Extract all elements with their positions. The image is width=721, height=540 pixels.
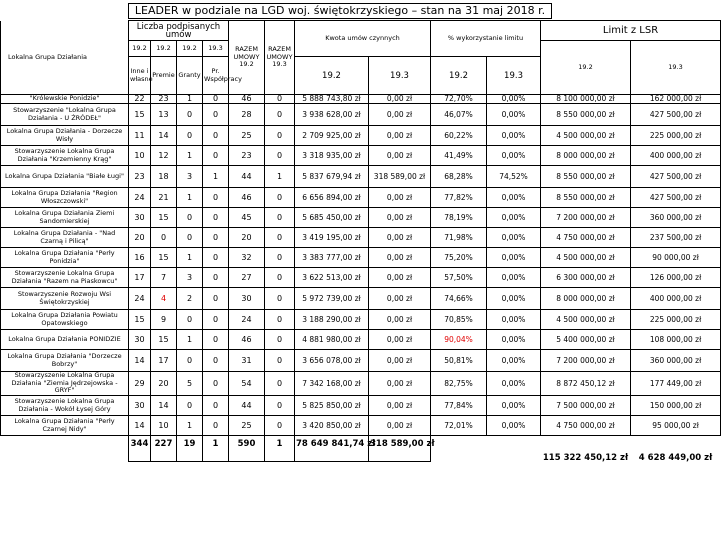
header-kwota-code: 19.2 (295, 57, 369, 95)
cell-p2: 0,00% (487, 126, 541, 146)
cell-r2: 0 (265, 372, 295, 396)
cell-c3: 0 (177, 104, 203, 126)
cell-r2: 0 (265, 310, 295, 330)
cell-k2: 0,00 zł (369, 396, 431, 416)
lgd-name-cell: Stowarzyszenie Lokalna Grupa Działania "Krzemienny Krąg" (1, 146, 129, 166)
cell-p2: 0,00% (487, 104, 541, 126)
table-row (1, 372, 721, 396)
totals-p-blank1 (431, 436, 487, 462)
cell-r2: 0 (265, 268, 295, 288)
cell-p2: 0,00% (487, 330, 541, 350)
cell-k2: 0,00 zł (369, 416, 431, 436)
cell-p1: 71,98% (431, 228, 487, 248)
cell-r2: 0 (265, 396, 295, 416)
cell-c3: 0 (177, 228, 203, 248)
lgd-name-cell: Lokalna Grupa Działania Powiatu Opatowskiego (1, 310, 129, 330)
cell-l2: 237 500,00 zł (631, 228, 721, 248)
cell-p1: 57,50% (431, 268, 487, 288)
cell-c4: 0 (203, 208, 229, 228)
cell-p1: 82,75% (431, 372, 487, 396)
cell-r2: 0 (265, 208, 295, 228)
lgd-name-cell: Lokalna Grupa Działania - Dorzecze Wisły (1, 126, 129, 146)
cell-k1: 3 420 850,00 zł (295, 416, 369, 436)
cell-l1: 4 500 000,00 zł (541, 126, 631, 146)
cell-c4: 0 (203, 268, 229, 288)
cell-l2: 400 000,00 zł (631, 288, 721, 310)
header-sub-label: Premie (151, 57, 177, 95)
table-row (1, 188, 721, 208)
cell-r1: 45 (229, 208, 265, 228)
cell-k2: 0,00 zł (369, 104, 431, 126)
table-row (1, 228, 721, 248)
lgd-name-cell: Lokalna Grupa Działania "Białe Ługi" (1, 166, 129, 188)
lgd-table (0, 20, 721, 462)
total-c1: 344 (129, 436, 151, 462)
total-l2: 4 628 449,00 zł (638, 452, 713, 463)
cell-k1: 3 656 078,00 zł (295, 350, 369, 372)
cell-c3: 1 (177, 188, 203, 208)
cell-p2: 0,00% (487, 268, 541, 288)
cell-c2: 7 (151, 268, 177, 288)
cell-k1: 6 656 894,00 zł (295, 188, 369, 208)
cell-k1: 3 419 195,00 zł (295, 228, 369, 248)
cell-c3: 1 (177, 330, 203, 350)
cell-c3: 0 (177, 350, 203, 372)
lgd-name-cell: Lokalna Grupa Działania "Perły Ponidzia" (1, 248, 129, 268)
table-row (1, 350, 721, 372)
cell-r2: 0 (265, 330, 295, 350)
cell-c2: 15 (151, 248, 177, 268)
cell-c3: 1 (177, 248, 203, 268)
cell-k1: 3 318 935,00 zł (295, 146, 369, 166)
cell-l1: 4 750 000,00 zł (541, 416, 631, 436)
cell-l2: 427 500,00 zł (631, 104, 721, 126)
cell-k2: 318 589,00 zł (369, 166, 431, 188)
total-c2: 227 (151, 436, 177, 462)
header-signed: Liczba podpisanych umów (129, 21, 229, 41)
cell-p1: 90,04% (431, 330, 487, 350)
cell-k1: 4 881 980,00 zł (295, 330, 369, 350)
cell-c1: 11 (129, 126, 151, 146)
table-body (1, 21, 721, 462)
cell-l2: 90 000,00 zł (631, 248, 721, 268)
cell-c2: 17 (151, 350, 177, 372)
cell-p2: 0,00% (487, 248, 541, 268)
cell-c4: 0 (203, 95, 229, 104)
cell-c2: 14 (151, 126, 177, 146)
header-razem-193: RAZEM UMOWY 19.3 (265, 21, 295, 95)
cell-r1: 25 (229, 416, 265, 436)
header-limit: Limit z LSR (541, 21, 721, 41)
cell-r2: 0 (265, 288, 295, 310)
totals-p-blank2 (487, 436, 541, 462)
cell-c1: 10 (129, 146, 151, 166)
totals-row (1, 436, 721, 462)
lgd-name-cell: Lokalna Grupa Działania - "Nad Czarną i Pilicą" (1, 228, 129, 248)
cell-p2: 0,00% (487, 416, 541, 436)
cell-p1: 60,22% (431, 126, 487, 146)
cell-r2: 0 (265, 350, 295, 372)
header-sub-label: Pr. Współpracy (203, 57, 229, 95)
cell-l1: 8 000 000,00 zł (541, 146, 631, 166)
cell-c2: 23 (151, 95, 177, 104)
header-name-label: Lokalna Grupa Działania (8, 53, 88, 62)
header-sub-code: 19.2 (129, 41, 151, 57)
total-c4: 1 (203, 436, 229, 462)
cell-c1: 23 (129, 166, 151, 188)
lgd-name-cell: Stowarzyszenie Lokalna Grupa Działania "Razem na Piaskowcu" (1, 268, 129, 288)
cell-p1: 70,85% (431, 310, 487, 330)
cell-r2: 0 (265, 188, 295, 208)
cell-c3: 1 (177, 416, 203, 436)
cell-p1: 50,81% (431, 350, 487, 372)
cell-p2: 0,00% (487, 188, 541, 208)
table-row (1, 95, 721, 104)
cell-c4: 1 (203, 166, 229, 188)
table-row (1, 248, 721, 268)
cell-l2: 177 449,00 zł (631, 372, 721, 396)
cell-l2: 225 000,00 zł (631, 126, 721, 146)
cell-c4: 0 (203, 330, 229, 350)
cell-c3: 3 (177, 166, 203, 188)
cell-k2: 0,00 zł (369, 126, 431, 146)
cell-r1: 46 (229, 95, 265, 104)
table-row (1, 268, 721, 288)
cell-k1: 2 709 925,00 zł (295, 126, 369, 146)
header-name (1, 21, 129, 95)
cell-p2: 0,00% (487, 288, 541, 310)
table-row (1, 126, 721, 146)
lgd-name-cell: Lokalna Grupa Działania "Dorzecze Bobrzy" (1, 350, 129, 372)
cell-l2: 225 000,00 zł (631, 310, 721, 330)
header-pct-code: 19.2 (431, 57, 487, 95)
lgd-name-cell: Stowarzyszenie Rozwoju Wsi Świętokrzyskiej (1, 288, 129, 310)
cell-r2: 0 (265, 126, 295, 146)
cell-l2: 126 000,00 zł (631, 268, 721, 288)
cell-c2: 15 (151, 330, 177, 350)
cell-c1: 14 (129, 416, 151, 436)
lgd-name-cell: Stowarzyszenie "Lokalna Grupa Działania - U ŹRÓDEŁ" (1, 104, 129, 126)
cell-p1: 74,66% (431, 288, 487, 310)
cell-p2: 0,00% (487, 228, 541, 248)
cell-c1: 29 (129, 372, 151, 396)
cell-k2: 0,00 zł (369, 372, 431, 396)
cell-r1: 44 (229, 396, 265, 416)
cell-p2: 0,00% (487, 310, 541, 330)
cell-k1: 5 825 850,00 zł (295, 396, 369, 416)
header-kwota: Kwota umów czynnych (295, 21, 431, 57)
cell-c2: 15 (151, 208, 177, 228)
cell-c1: 24 (129, 288, 151, 310)
cell-c4: 0 (203, 310, 229, 330)
cell-c4: 0 (203, 350, 229, 372)
cell-l1: 8 000 000,00 zł (541, 288, 631, 310)
cell-l1: 8 872 450,12 zł (541, 372, 631, 396)
cell-k1: 3 622 513,00 zł (295, 268, 369, 288)
cell-l1: 5 400 000,00 zł (541, 330, 631, 350)
cell-c1: 30 (129, 330, 151, 350)
cell-c3: 1 (177, 95, 203, 104)
cell-c2: 20 (151, 372, 177, 396)
page-title: LEADER w podziale na LGD woj. świętokrzyskiego – stan na 31 maj 2018 r. (128, 3, 552, 19)
cell-l2: 360 000,00 zł (631, 350, 721, 372)
cell-c1: 15 (129, 310, 151, 330)
lgd-name-cell: Stowarzyszenie Lokalna Grupa Działania "Ziemia Jędrzejowska - GRYF" (1, 372, 129, 396)
cell-p1: 68,28% (431, 166, 487, 188)
cell-c1: 30 (129, 208, 151, 228)
cell-l1: 6 300 000,00 zł (541, 268, 631, 288)
cell-p2: 0,00% (487, 208, 541, 228)
cell-c2: 14 (151, 396, 177, 416)
cell-k2: 0,00 zł (369, 268, 431, 288)
cell-k1: 3 938 628,00 zł (295, 104, 369, 126)
cell-r2: 0 (265, 416, 295, 436)
cell-p1: 72,01% (431, 416, 487, 436)
cell-l2: 108 000,00 zł (631, 330, 721, 350)
cell-p2: 0,00% (487, 146, 541, 166)
cell-l1: 8 100 000,00 zł (541, 95, 631, 104)
cell-r2: 0 (265, 248, 295, 268)
cell-p2: 0,00% (487, 372, 541, 396)
cell-l1: 4 750 000,00 zł (541, 228, 631, 248)
cell-c2: 9 (151, 310, 177, 330)
lgd-name-cell: Lokalna Grupa Działania Ziemi Sandomierskiej (1, 208, 129, 228)
cell-c4: 0 (203, 188, 229, 208)
cell-c1: 17 (129, 268, 151, 288)
cell-c3: 0 (177, 310, 203, 330)
cell-k2: 0,00 zł (369, 208, 431, 228)
cell-c1: 30 (129, 396, 151, 416)
cell-r1: 46 (229, 188, 265, 208)
cell-r1: 24 (229, 310, 265, 330)
header-limit-code: 19.2 (541, 41, 631, 95)
table-row (1, 416, 721, 436)
cell-r2: 0 (265, 95, 295, 104)
cell-k1: 5 972 739,00 zł (295, 288, 369, 310)
cell-c3: 0 (177, 208, 203, 228)
table-row (1, 166, 721, 188)
cell-c2: 10 (151, 416, 177, 436)
total-l1: 115 322 450,12 zł (542, 452, 629, 463)
cell-c2: 0 (151, 228, 177, 248)
cell-l1: 4 500 000,00 zł (541, 310, 631, 330)
lgd-name-cell: Stowarzyszenie Lokalna Grupa Działania - Wokół Łysej Góry (1, 396, 129, 416)
cell-k2: 0,00 zł (369, 146, 431, 166)
cell-c4: 0 (203, 228, 229, 248)
header-limit-code: 19.3 (631, 41, 721, 95)
cell-l2: 360 000,00 zł (631, 208, 721, 228)
header-sub-code: 19.2 (151, 41, 177, 57)
cell-k1: 5 888 743,80 zł (295, 95, 369, 104)
cell-c3: 0 (177, 396, 203, 416)
cell-c4: 0 (203, 146, 229, 166)
cell-k1: 3 383 777,00 zł (295, 248, 369, 268)
cell-c4: 0 (203, 126, 229, 146)
cell-k1: 5 837 679,94 zł (295, 166, 369, 188)
cell-p1: 77,82% (431, 188, 487, 208)
cell-r1: 54 (229, 372, 265, 396)
cell-c3: 3 (177, 268, 203, 288)
cell-c2: 13 (151, 104, 177, 126)
cell-l2: 95 000,00 zł (631, 416, 721, 436)
cell-c1: 20 (129, 228, 151, 248)
cell-l2: 400 000,00 zł (631, 146, 721, 166)
cell-l2: 427 500,00 zł (631, 166, 721, 188)
cell-r1: 31 (229, 350, 265, 372)
header-sub-code: 19.3 (203, 41, 229, 57)
cell-c2: 4 (151, 288, 177, 310)
cell-c3: 2 (177, 288, 203, 310)
header-pct: % wykorzystanie limitu (431, 21, 541, 57)
header-razem-192: RAZEM UMOWY 19.2 (229, 21, 265, 95)
cell-r2: 1 (265, 166, 295, 188)
table-row (1, 310, 721, 330)
cell-p1: 75,20% (431, 248, 487, 268)
cell-l1: 4 500 000,00 zł (541, 248, 631, 268)
cell-p1: 78,19% (431, 208, 487, 228)
cell-r1: 25 (229, 126, 265, 146)
header-kwota-code: 19.3 (369, 57, 431, 95)
cell-k1: 3 188 290,00 zł (295, 310, 369, 330)
cell-c4: 0 (203, 372, 229, 396)
cell-r1: 46 (229, 330, 265, 350)
cell-p2: 0,00% (487, 350, 541, 372)
cell-c4: 0 (203, 248, 229, 268)
cell-c4: 0 (203, 416, 229, 436)
table-row (1, 104, 721, 126)
cell-c1: 16 (129, 248, 151, 268)
header-sub-label: Inne i własne (129, 57, 151, 95)
total-k1: 78 649 841,74 zł (295, 436, 369, 462)
cell-c2: 21 (151, 188, 177, 208)
cell-l2: 162 000,00 zł (631, 95, 721, 104)
cell-l2: 427 500,00 zł (631, 188, 721, 208)
lgd-name-cell: "Królewskie Ponidzie" (1, 95, 129, 104)
cell-r1: 28 (229, 104, 265, 126)
cell-p2: 74,52% (487, 166, 541, 188)
table-row (1, 396, 721, 416)
cell-l1: 7 200 000,00 zł (541, 208, 631, 228)
total-c3: 19 (177, 436, 203, 462)
cell-c3: 1 (177, 146, 203, 166)
cell-k2: 0,00 zł (369, 188, 431, 208)
cell-c1: 22 (129, 95, 151, 104)
cell-r1: 27 (229, 268, 265, 288)
cell-c3: 0 (177, 126, 203, 146)
table-row (1, 330, 721, 350)
table-row (1, 288, 721, 310)
cell-k2: 0,00 zł (369, 95, 431, 104)
cell-l1: 7 200 000,00 zł (541, 350, 631, 372)
cell-c2: 18 (151, 166, 177, 188)
cell-k2: 0,00 zł (369, 350, 431, 372)
lgd-name-cell: Lokalna Grupa Działania PONIDZIE (1, 330, 129, 350)
cell-p2: 0,00% (487, 95, 541, 104)
cell-p1: 41,49% (431, 146, 487, 166)
cell-c1: 14 (129, 350, 151, 372)
cell-l1: 8 550 000,00 zł (541, 188, 631, 208)
cell-c2: 12 (151, 146, 177, 166)
cell-r2: 0 (265, 146, 295, 166)
total-r2: 1 (265, 436, 295, 462)
table-row (1, 208, 721, 228)
cell-k2: 0,00 zł (369, 288, 431, 310)
cell-k2: 0,00 zł (369, 228, 431, 248)
cell-c3: 5 (177, 372, 203, 396)
cell-p1: 77,84% (431, 396, 487, 416)
cell-r1: 32 (229, 248, 265, 268)
cell-c1: 24 (129, 188, 151, 208)
cell-l2: 150 000,00 zł (631, 396, 721, 416)
cell-p1: 72,70% (431, 95, 487, 104)
cell-r1: 44 (229, 166, 265, 188)
header-sub-code: 19.2 (177, 41, 203, 57)
header-sub-label: Granty (177, 57, 203, 95)
cell-p2: 0,00% (487, 396, 541, 416)
cell-r1: 23 (229, 146, 265, 166)
cell-k1: 5 685 450,00 zł (295, 208, 369, 228)
cell-r1: 20 (229, 228, 265, 248)
cell-c4: 0 (203, 104, 229, 126)
cell-k2: 0,00 zł (369, 248, 431, 268)
header-pct-code: 19.3 (487, 57, 541, 95)
cell-p1: 46,07% (431, 104, 487, 126)
cell-c4: 0 (203, 396, 229, 416)
table-row (1, 146, 721, 166)
lgd-name-cell: Lokalna Grupa Działania "Perły Czarnej Nidy" (1, 416, 129, 436)
lgd-name-cell: Lokalna Grupa Działania "Region Włoszczowski" (1, 188, 129, 208)
cell-l1: 8 550 000,00 zł (541, 104, 631, 126)
cell-c4: 0 (203, 288, 229, 310)
cell-k1: 7 342 168,00 zł (295, 372, 369, 396)
cell-r1: 30 (229, 288, 265, 310)
cell-k2: 0,00 zł (369, 310, 431, 330)
total-k2: 318 589,00 zł (369, 436, 431, 462)
cell-l1: 7 500 000,00 zł (541, 396, 631, 416)
cell-r2: 0 (265, 104, 295, 126)
total-r1: 590 (229, 436, 265, 462)
cell-k2: 0,00 zł (369, 330, 431, 350)
cell-r2: 0 (265, 228, 295, 248)
cell-c1: 15 (129, 104, 151, 126)
totals-blank (1, 436, 129, 462)
cell-l1: 8 550 000,00 zł (541, 166, 631, 188)
